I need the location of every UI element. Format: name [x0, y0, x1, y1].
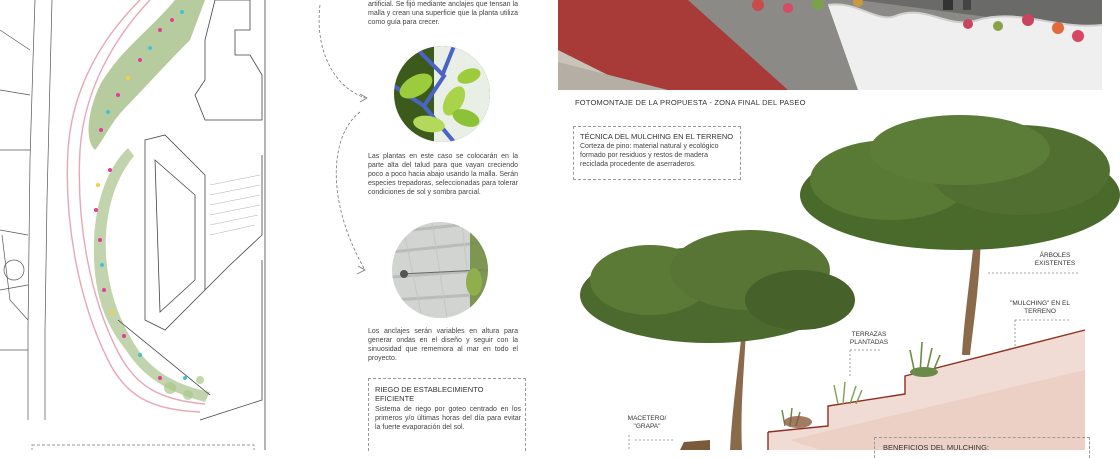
plan-building — [195, 0, 262, 120]
label-existing-trees: ÁRBOLES EXISTENTES — [1034, 252, 1076, 267]
plan-planted-strip — [89, 0, 205, 150]
mulching-technique-title: TÉCNICA DEL MULCHING EN EL TERRENO — [580, 132, 734, 141]
mesh-description-text: artificial. Se fijó mediante anclajes que tensan la malla y crean una superficie que la planta utiliza como guía para crecer. — [368, 1, 518, 26]
plan-street-line — [45, 0, 52, 420]
site-plan — [0, 0, 300, 450]
photomontage-caption: FOTOMONTAJE DE LA PROPUESTA - ZONA FINAL DEL PASEO — [575, 98, 806, 107]
tree-canopy — [800, 115, 1120, 250]
anchor-detail-image — [392, 222, 488, 318]
mulching-technique-text: Corteza de pino: material natural y ecológico formado por residuos y restos de madera reciclada procedente de aserraderos. — [580, 143, 719, 168]
label-planter: MACETERO/ "GRAPA" — [627, 415, 667, 430]
plan-building — [145, 135, 205, 330]
irrigation-text: Sistema de riego por goteo centrado en los primeros y/o últimas horas del día para evitar la fuerte evaporación del sol. — [375, 406, 521, 431]
terrain-section-drawing — [560, 110, 1120, 450]
label-planted-terraces: TERRAZAS PLANTADAS — [849, 331, 889, 346]
flow-arrows — [305, 0, 380, 290]
irrigation-box — [368, 378, 526, 451]
label-mulching-terrain: "MULCHING" EN EL TERRENO — [1010, 300, 1070, 315]
anchors-description-text: Los anclajes serán variables en altura para generar ondas en el diseño y seguir con la sinuosidad que rememora al mar en todo el proyecto. — [368, 328, 518, 362]
mulching-benefits-title: BENEFICIOS DEL MULCHING: — [883, 443, 989, 452]
mulching-benefits-box — [874, 437, 1090, 458]
photomontage-image — [558, 0, 1102, 90]
irrigation-title: RIEGO DE ESTABLECIMIENTO EFICIENTE — [375, 385, 484, 403]
planting-description-text: Las plantas en este caso se colocarán en la parte alta del talud para que vayan creciendo poco a poco hacia abajo usando la malla. Serán especies trepadoras, seleccionadas para tolerar condiciones de sol y sombra parcial. — [368, 153, 518, 196]
plan-street-line — [28, 0, 35, 420]
plan-building — [155, 160, 195, 312]
climbing-plant-detail-image — [394, 46, 490, 142]
tree-canopy — [580, 230, 855, 343]
